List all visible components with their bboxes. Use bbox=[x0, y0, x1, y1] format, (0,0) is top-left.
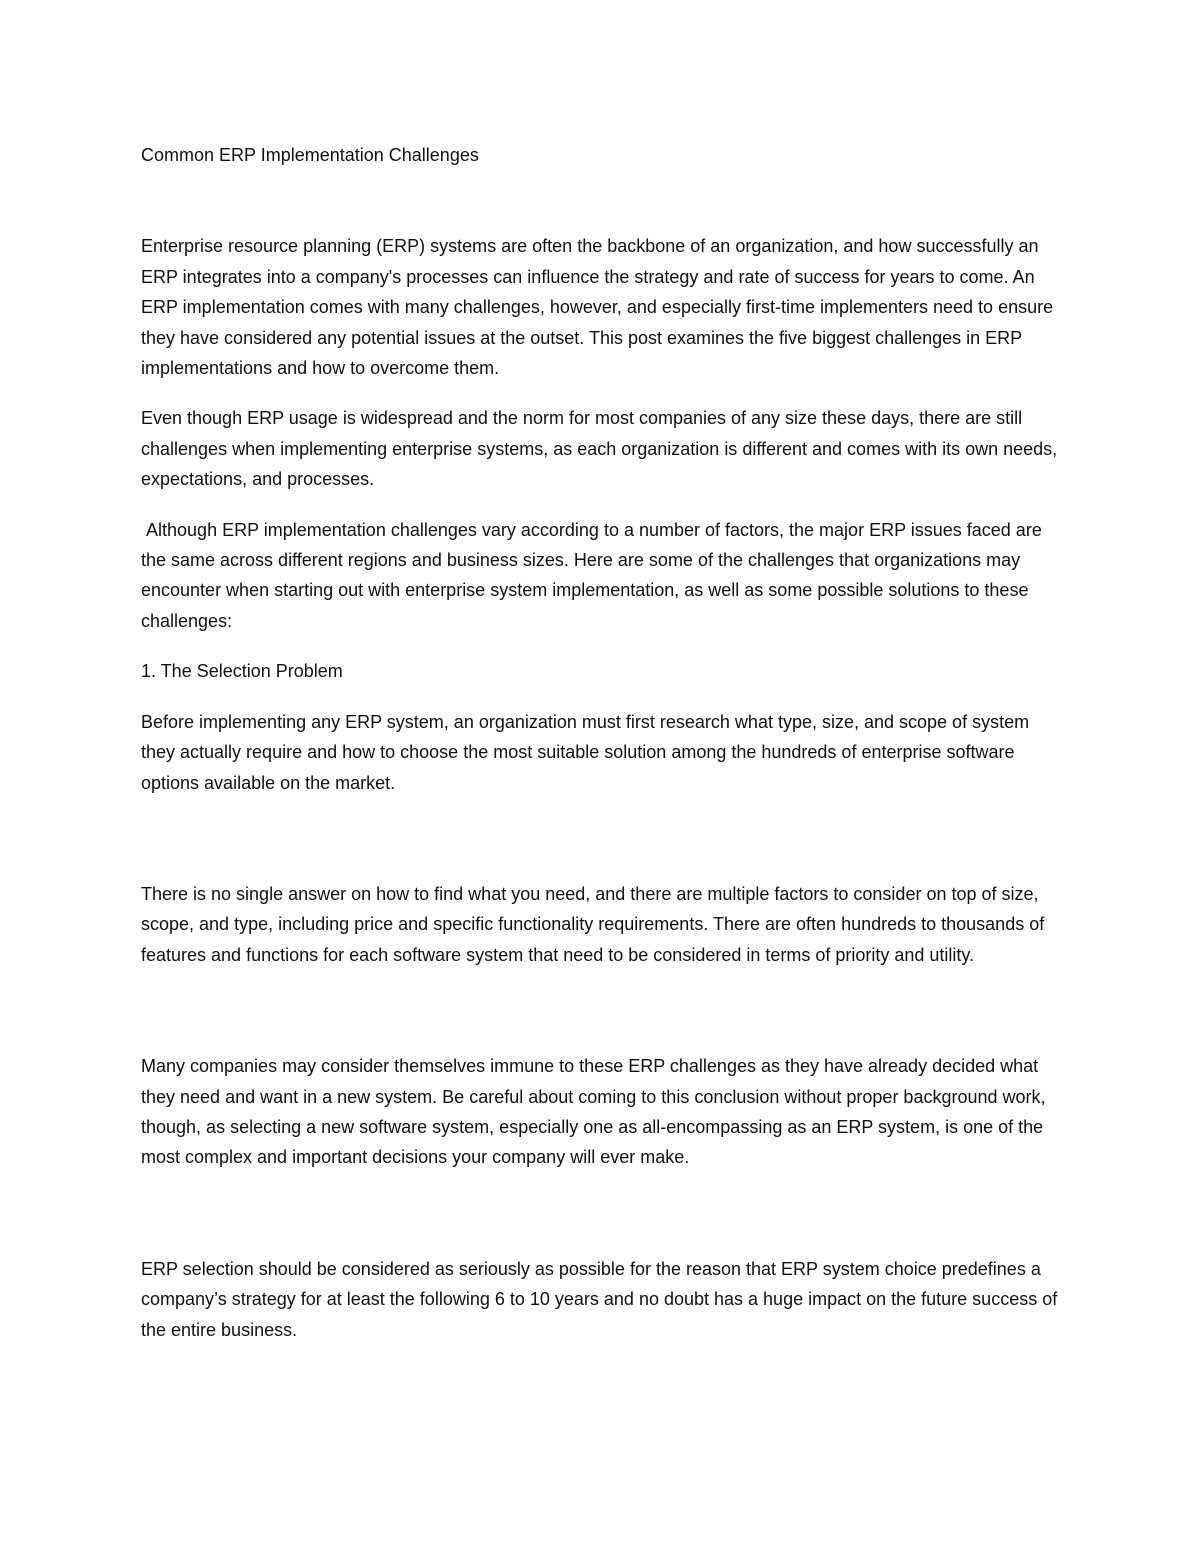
document-title: Common ERP Implementation Challenges bbox=[141, 145, 479, 165]
paragraph-intro: Enterprise resource planning (ERP) systems are often the backbone of an organization, and how successfully an ERP integrates into a company's processes can influence the strategy and rate of success for years to come. An ERP implementation comes with many challenges, however, and especially first-time implementers need to ensure they have considered any potential issues at the outset. This post examines the five biggest challenges in ERP implementations and how to overcome them. bbox=[141, 236, 1054, 379]
paragraph-widespread: Even though ERP usage is widespread and the norm for most companies of any size these days, there are still challenges when implementing enterprise systems, as each organization is different and comes with its own needs, expectations, and processes. bbox=[141, 408, 1058, 490]
paragraph-erp-selection: ERP selection should be considered as seriously as possible for the reason that ERP system choice predefines a company’s strategy for at least the following 6 to 10 years and no doubt has a huge impact on the future success of the entire business. bbox=[141, 1258, 1058, 1340]
paragraph-challenges-vary: Although ERP implementation challenges vary according to a number of factors, the major ERP issues faced are the same across different regions and business sizes. Here are some of the challenges that organizations may encounter when starting out with enterprise system implementation, as well as some possible solutions to these challenges: bbox=[141, 519, 1047, 631]
section-heading-selection: 1. The Selection Problem bbox=[141, 661, 343, 682]
paragraph-no-single-answer: There is no single answer on how to find what you need, and there are multiple factors to consider on top of size, scope, and type, including price and specific functionality requirements. There are often hundreds to thousands of features and functions for each software system that need to be considered in terms of priority and utility. bbox=[141, 883, 1045, 965]
document-body bbox=[141, 140, 1066, 1345]
paragraph-before-implementing: Before implementing any ERP system, an organization must first research what type, size, and scope of system they actually require and how to choose the most suitable solution among the hundreds of enterprise software options available on the market. bbox=[141, 711, 1030, 793]
paragraph-many-companies: Many companies may consider themselves immune to these ERP challenges as they have already decided what they need and want in a new system. Be careful about coming to this conclusion without proper background work, though, as selecting a new software system, especially one as all-encompassing as an ERP system, is one of the most complex and important decisions your company will ever make. bbox=[141, 1056, 1046, 1168]
